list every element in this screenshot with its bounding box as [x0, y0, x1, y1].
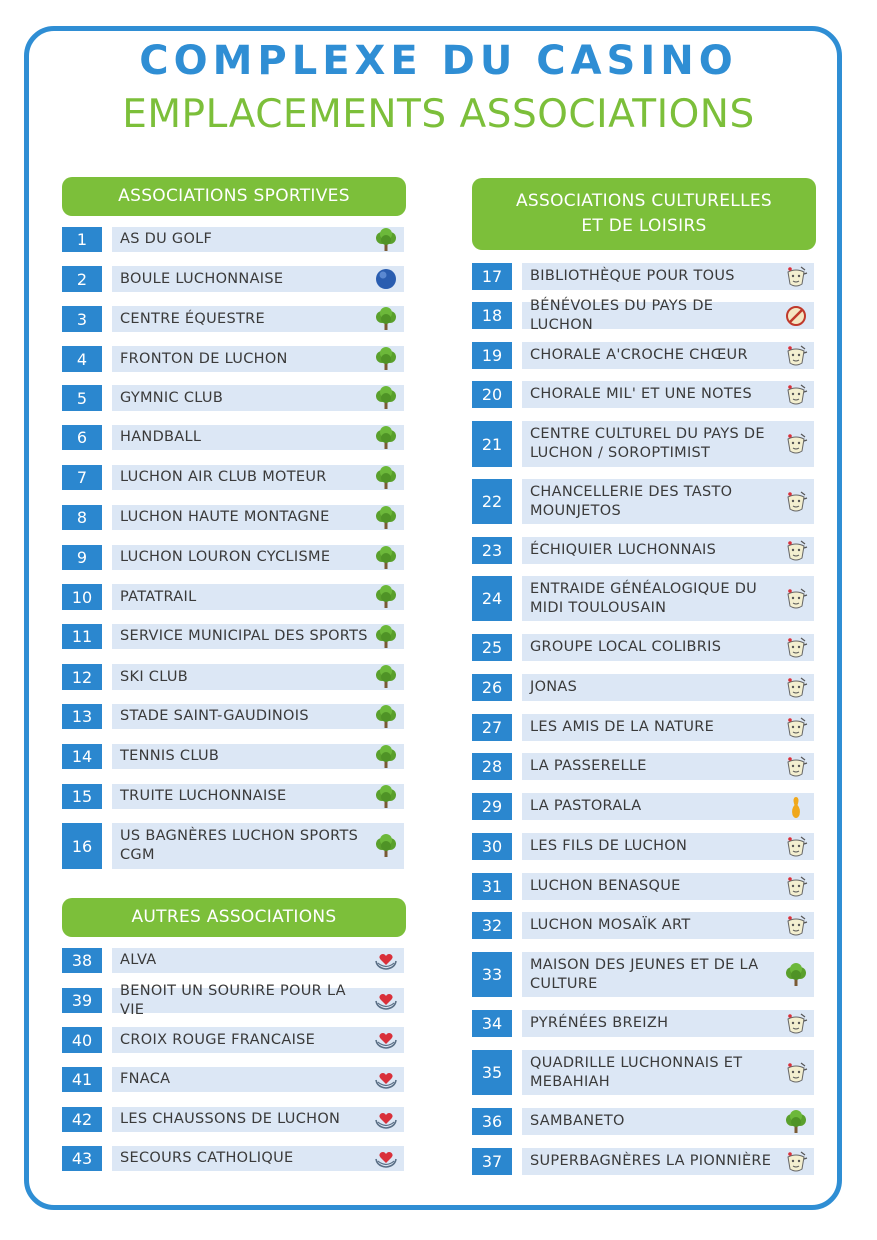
association-name: BOULE LUCHONNAISE [112, 266, 404, 292]
association-name: BIBLIOTHÈQUE POUR TOUS [522, 263, 814, 290]
association-number: 10 [62, 584, 102, 610]
tree-icon [373, 425, 399, 451]
association-number: 12 [62, 664, 102, 690]
no-sign-icon [783, 303, 809, 329]
association-number: 29 [472, 793, 512, 820]
tree-icon [373, 833, 399, 859]
association-name: LES FILS DE LUCHON [522, 833, 814, 860]
association-name: SERVICE MUNICIPAL DES SPORTS [112, 624, 404, 649]
heart-hands-icon [373, 1107, 399, 1133]
association-number: 11 [62, 624, 102, 649]
association-name: CHANCELLERIE DES TASTO MOUNJETOS [522, 479, 814, 524]
heart-hands-icon [373, 948, 399, 974]
tree-icon [373, 545, 399, 571]
association-number: 40 [62, 1027, 102, 1053]
arts-icon [783, 834, 809, 860]
association-number: 2 [62, 266, 102, 292]
arts-icon [783, 586, 809, 612]
arts-icon [783, 913, 809, 939]
association-number: 31 [472, 873, 512, 900]
association-name: LUCHON BENASQUE [522, 873, 814, 900]
association-name: QUADRILLE LUCHONNAIS ET MEBAHIAH [522, 1050, 814, 1095]
association-name: LUCHON HAUTE MONTAGNE [112, 505, 404, 530]
arts-icon [783, 489, 809, 515]
association-name: SUPERBAGNÈRES LA PIONNIÈRE [522, 1148, 814, 1175]
association-name: ÉCHIQUIER LUCHONNAIS [522, 537, 814, 564]
association-number: 23 [472, 537, 512, 564]
association-name: CENTRE CULTUREL DU PAYS DE LUCHON / SOROPTIMIST [522, 421, 814, 467]
association-number: 36 [472, 1108, 512, 1135]
arts-icon [783, 874, 809, 900]
association-name: SAMBANETO [522, 1108, 814, 1135]
arts-icon [783, 264, 809, 290]
association-number: 28 [472, 753, 512, 780]
association-name: SKI CLUB [112, 664, 404, 690]
association-name: LA PASTORALA [522, 793, 814, 820]
page-subtitle: EMPLACEMENTS ASSOCIATIONS [122, 92, 755, 137]
association-name: CROIX ROUGE FRANCAISE [112, 1027, 404, 1053]
association-name: LES AMIS DE LA NATURE [522, 714, 814, 741]
association-name: TENNIS CLUB [112, 744, 404, 769]
association-name: LUCHON AIR CLUB MOTEUR [112, 465, 404, 490]
association-number: 38 [62, 948, 102, 973]
tree-icon [373, 346, 399, 372]
association-number: 13 [62, 704, 102, 729]
association-number: 33 [472, 952, 512, 997]
association-number: 16 [62, 823, 102, 869]
arts-icon [783, 715, 809, 741]
association-number: 30 [472, 833, 512, 860]
association-name: LA PASSERELLE [522, 753, 814, 780]
association-number: 3 [62, 306, 102, 332]
association-name: SECOURS CATHOLIQUE [112, 1146, 404, 1171]
association-name: LUCHON LOURON CYCLISME [112, 545, 404, 570]
association-number: 37 [472, 1148, 512, 1175]
tree-icon [783, 1109, 809, 1135]
association-name: CHORALE A'CROCHE CHŒUR [522, 342, 814, 369]
section-header-sportives: ASSOCIATIONS SPORTIVES [62, 177, 406, 216]
arts-icon [783, 538, 809, 564]
association-number: 9 [62, 545, 102, 570]
heart-hands-icon [373, 1067, 399, 1093]
arts-icon [783, 1060, 809, 1086]
association-name: PATATRAIL [112, 584, 404, 610]
association-name: LES CHAUSSONS DE LUCHON [112, 1107, 404, 1132]
association-number: 27 [472, 714, 512, 741]
association-number: 18 [472, 302, 512, 329]
section-header-autres: AUTRES ASSOCIATIONS [62, 898, 406, 937]
association-name: LUCHON MOSAÏK ART [522, 912, 814, 939]
association-name: ENTRAIDE GÉNÉALOGIQUE DU MIDI TOULOUSAIN [522, 576, 814, 621]
association-number: 1 [62, 227, 102, 252]
page-title: COMPLEXE DU CASINO [139, 38, 738, 84]
association-name: CHORALE MIL' ET UNE NOTES [522, 381, 814, 408]
arts-icon [783, 635, 809, 661]
association-name: BÉNÉVOLES DU PAYS DE LUCHON [522, 302, 814, 329]
association-name: GYMNIC CLUB [112, 385, 404, 411]
heart-hands-icon [373, 988, 399, 1014]
arts-icon [783, 343, 809, 369]
association-name: GROUPE LOCAL COLIBRIS [522, 634, 814, 661]
bowling-pin-icon [783, 794, 809, 820]
tree-icon [373, 227, 399, 253]
association-number: 19 [472, 342, 512, 369]
arts-icon [783, 754, 809, 780]
association-number: 26 [472, 674, 512, 701]
ball-icon [373, 266, 399, 292]
association-number: 15 [62, 784, 102, 809]
tree-icon [373, 584, 399, 610]
tree-icon [373, 465, 399, 491]
section-header-culturelles [472, 178, 816, 250]
arts-icon [783, 1011, 809, 1037]
arts-icon [783, 675, 809, 701]
association-name: HANDBALL [112, 425, 404, 450]
association-number: 34 [472, 1010, 512, 1037]
association-name: FRONTON DE LUCHON [112, 346, 404, 372]
association-number: 25 [472, 634, 512, 661]
association-name: CENTRE ÉQUESTRE [112, 306, 404, 332]
association-name: JONAS [522, 674, 814, 701]
association-number: 5 [62, 385, 102, 411]
arts-icon [783, 431, 809, 457]
heart-hands-icon [373, 1146, 399, 1172]
association-number: 4 [62, 346, 102, 372]
association-number: 22 [472, 479, 512, 524]
arts-icon [783, 382, 809, 408]
association-number: 17 [472, 263, 512, 290]
heart-hands-icon [373, 1027, 399, 1053]
association-number: 43 [62, 1146, 102, 1171]
association-number: 24 [472, 576, 512, 621]
tree-icon [373, 306, 399, 332]
association-number: 14 [62, 744, 102, 769]
tree-icon [373, 784, 399, 810]
association-name: US BAGNÈRES LUCHON SPORTS CGM [112, 823, 404, 869]
association-name: AS DU GOLF [112, 227, 404, 252]
association-number: 41 [62, 1067, 102, 1092]
association-number: 35 [472, 1050, 512, 1095]
association-name: STADE SAINT-GAUDINOIS [112, 704, 404, 729]
association-number: 6 [62, 425, 102, 450]
tree-icon [373, 664, 399, 690]
association-number: 8 [62, 505, 102, 530]
association-name: PYRÉNÉES BREIZH [522, 1010, 814, 1037]
tree-icon [373, 505, 399, 531]
association-number: 20 [472, 381, 512, 408]
tree-icon [373, 704, 399, 730]
association-name: MAISON DES JEUNES ET DE LA CULTURE [522, 952, 814, 997]
association-number: 39 [62, 988, 102, 1013]
section-header-culturelles-line2: ET DE LOISIRS [581, 216, 707, 236]
association-name: FNACA [112, 1067, 404, 1092]
association-name: TRUITE LUCHONNAISE [112, 784, 404, 809]
arts-icon [783, 1149, 809, 1175]
association-number: 32 [472, 912, 512, 939]
tree-icon [373, 624, 399, 650]
association-number: 7 [62, 465, 102, 490]
association-number: 21 [472, 421, 512, 467]
tree-icon [373, 385, 399, 411]
tree-icon [373, 744, 399, 770]
association-name: ALVA [112, 948, 404, 973]
association-number: 42 [62, 1107, 102, 1132]
section-header-culturelles-line1: ASSOCIATIONS CULTURELLES [516, 191, 772, 211]
tree-icon [783, 962, 809, 988]
association-name: BENOIT UN SOURIRE POUR LA VIE [112, 988, 404, 1013]
